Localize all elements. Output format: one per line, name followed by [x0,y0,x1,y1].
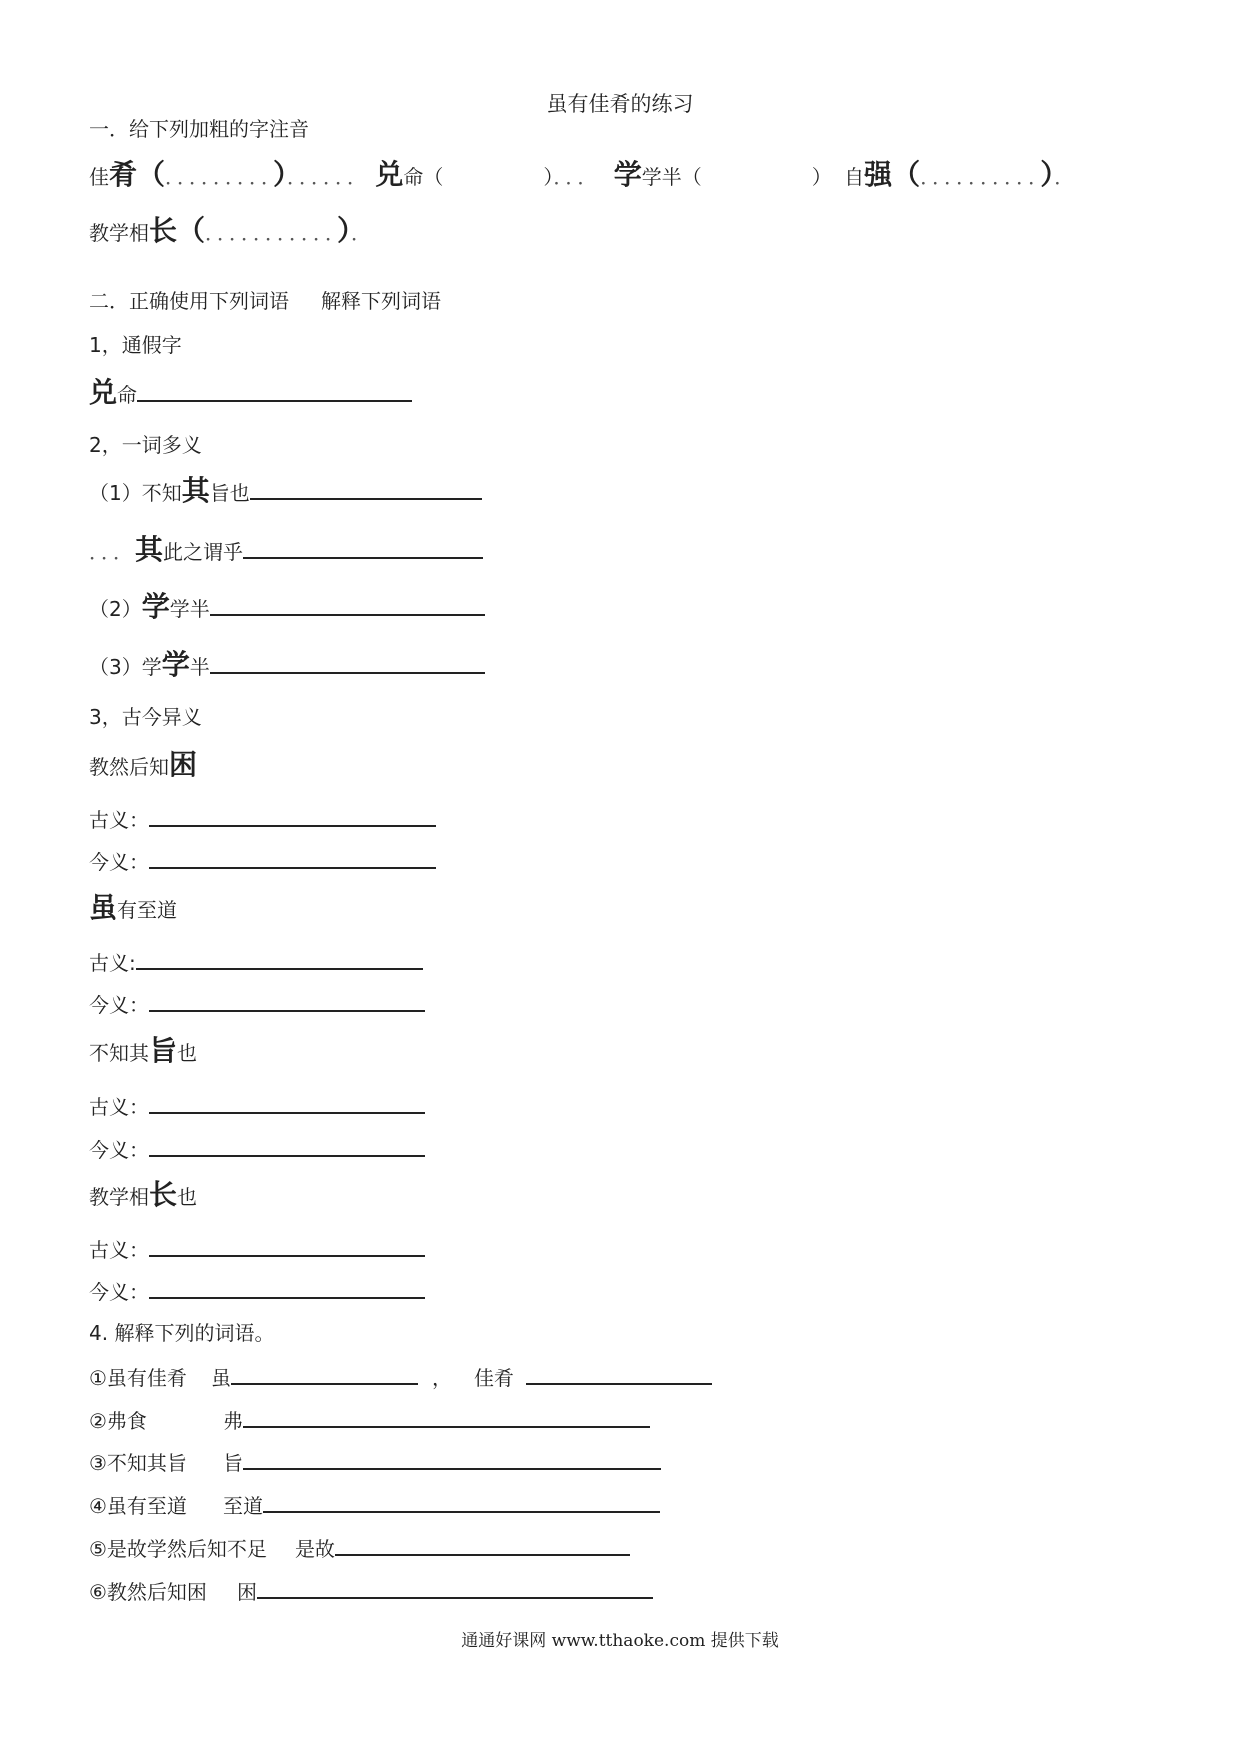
s3-heading: 3，古今异义 [89,705,202,729]
answer-blank[interactable] [250,476,482,500]
s3-group-1-jin: 今义： [89,845,436,877]
s4-item-6: ⑥教然后知困 困 [89,1575,653,1607]
s1-heading: 1，通假字 [89,333,182,357]
section1-heading: 一．给下列加粗的字注音 [89,117,309,141]
s3-group-1-gu: 古义： [89,803,436,835]
item-ziqiang: 自强（．．．．．．．．．．）． [844,158,1077,191]
item-yueming: 兑命（ ）．．． [375,158,600,191]
answer-blank[interactable] [149,1090,425,1114]
s4-item-4: ④虽有至道 至道 [89,1489,660,1521]
answer-blank[interactable] [137,378,412,402]
answer-blank[interactable] [149,803,436,827]
pinyin-row-2: 教学相长（．．．．．．．．．．．）． [89,214,374,247]
s2-item-2: （2）学学半 [89,592,485,624]
footer: 通通好课网 www.tthaoke.com 提供下载 [461,1631,779,1651]
answer-blank[interactable] [243,1404,650,1428]
section2-heading: 二．正确使用下列词语 解释下列词语 [89,289,441,313]
answer-blank[interactable] [257,1575,653,1599]
page-title: 虽有佳肴的练习 [546,92,694,116]
s3-group-4-phrase: 教学相长也 [89,1178,198,1211]
s3-group-4-gu: 古义： [89,1233,425,1265]
answer-blank[interactable] [149,1275,425,1299]
s4-item-1: ①虽有佳肴 虽 ， 佳肴 [89,1361,712,1393]
answer-blank[interactable] [149,1233,425,1257]
item-xiaoxueban: 学学半（ ） [613,158,832,191]
s2-item-3: （3）学学半 [89,650,485,682]
s3-group-4-jin: 今义： [89,1275,425,1307]
answer-blank[interactable] [149,988,425,1012]
s2-item-1: （1）不知其旨也 [89,476,482,508]
answer-blank[interactable] [526,1361,712,1385]
s3-group-2-phrase: 虽有至道 [89,891,178,924]
s3-group-3-gu: 古义： [89,1090,425,1122]
answer-blank[interactable] [149,1133,425,1157]
answer-blank[interactable] [149,845,436,869]
s2-item-1b: ．．．其此之谓乎 [89,535,483,567]
s3-group-3-phrase: 不知其旨也 [89,1034,198,1067]
s4-item-3: ③不知其旨 旨 [89,1446,661,1478]
answer-blank[interactable] [210,592,485,616]
pinyin-row-1 [89,160,1076,192]
s4-item-5: ⑤是故学然后知不足 是故 [89,1532,630,1564]
answer-blank[interactable] [243,1446,661,1470]
s3-group-2-gu: 古义: [89,946,423,978]
answer-blank[interactable] [335,1532,630,1556]
s3-group-1-phrase: 教然后知困 [89,748,198,781]
s1-item: 兑命 [89,378,412,410]
answer-blank[interactable] [136,946,423,970]
answer-blank[interactable] [243,535,483,559]
s3-group-2-jin: 今义： [89,988,425,1020]
s3-group-3-jin: 今义： [89,1133,425,1165]
s4-heading: 4. 解释下列的词语。 [89,1321,275,1345]
answer-blank[interactable] [263,1489,660,1513]
s4-item-2: ②弗食 弗 [89,1404,650,1436]
answer-blank[interactable] [231,1361,418,1385]
s2-heading: 2，一词多义 [89,433,202,457]
item-jiayao: 佳肴（．．．．．．．．．）．．．．．． [89,158,370,191]
answer-blank[interactable] [210,650,485,674]
